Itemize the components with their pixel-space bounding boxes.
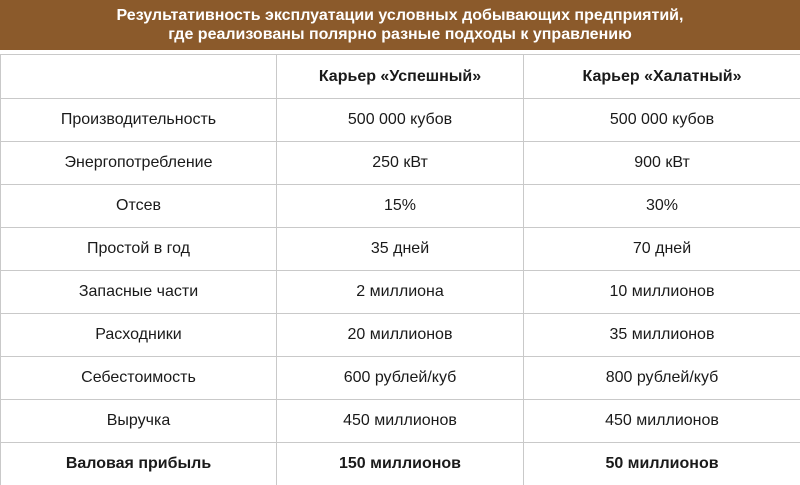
table-row bbox=[1, 271, 800, 314]
successful-value-total: 150 миллионов bbox=[277, 443, 524, 485]
row-label: Выручка bbox=[1, 400, 277, 443]
negligent-value: 10 миллионов bbox=[524, 271, 800, 314]
successful-value: 2 миллиона bbox=[277, 271, 524, 314]
negligent-value: 900 кВт bbox=[524, 142, 800, 185]
table-row-total bbox=[1, 443, 800, 485]
row-label: Запасные части bbox=[1, 271, 277, 314]
row-label-total: Валовая прибыль bbox=[1, 443, 277, 485]
negligent-value: 30% bbox=[524, 185, 800, 228]
negligent-value: 800 рублей/куб bbox=[524, 357, 800, 400]
negligent-value-total: 50 миллионов bbox=[524, 443, 800, 485]
header-cell-negligent-quarry: Карьер «Халатный» bbox=[524, 55, 800, 99]
successful-value: 15% bbox=[277, 185, 524, 228]
title-banner bbox=[0, 0, 800, 50]
negligent-value: 450 миллионов bbox=[524, 400, 800, 443]
negligent-value: 500 000 кубов bbox=[524, 99, 800, 142]
table-row bbox=[1, 357, 800, 400]
row-label: Энергопотребление bbox=[1, 142, 277, 185]
successful-value: 35 дней bbox=[277, 228, 524, 271]
title-line-1: Результативность эксплуатации условных добывающих предприятий, bbox=[116, 7, 684, 24]
row-label: Производительность bbox=[1, 99, 277, 142]
comparison-table bbox=[0, 54, 800, 485]
successful-value: 500 000 кубов bbox=[277, 99, 524, 142]
row-label: Простой в год bbox=[1, 228, 277, 271]
successful-value: 20 миллионов bbox=[277, 314, 524, 357]
table-header-row bbox=[1, 55, 800, 99]
table-row bbox=[1, 99, 800, 142]
table-row bbox=[1, 314, 800, 357]
row-label: Расходники bbox=[1, 314, 277, 357]
title-line-2: где реализованы полярно разные подходы к управлению bbox=[168, 26, 632, 43]
table-row bbox=[1, 142, 800, 185]
negligent-value: 35 миллионов bbox=[524, 314, 800, 357]
successful-value: 600 рублей/куб bbox=[277, 357, 524, 400]
table-row bbox=[1, 185, 800, 228]
row-label: Себестоимость bbox=[1, 357, 277, 400]
negligent-value: 70 дней bbox=[524, 228, 800, 271]
header-cell-successful-quarry: Карьер «Успешный» bbox=[277, 55, 524, 99]
header-cell-empty bbox=[1, 55, 277, 99]
row-label: Отсев bbox=[1, 185, 277, 228]
successful-value: 250 кВт bbox=[277, 142, 524, 185]
table-row bbox=[1, 400, 800, 443]
successful-value: 450 миллионов bbox=[277, 400, 524, 443]
table-row bbox=[1, 228, 800, 271]
